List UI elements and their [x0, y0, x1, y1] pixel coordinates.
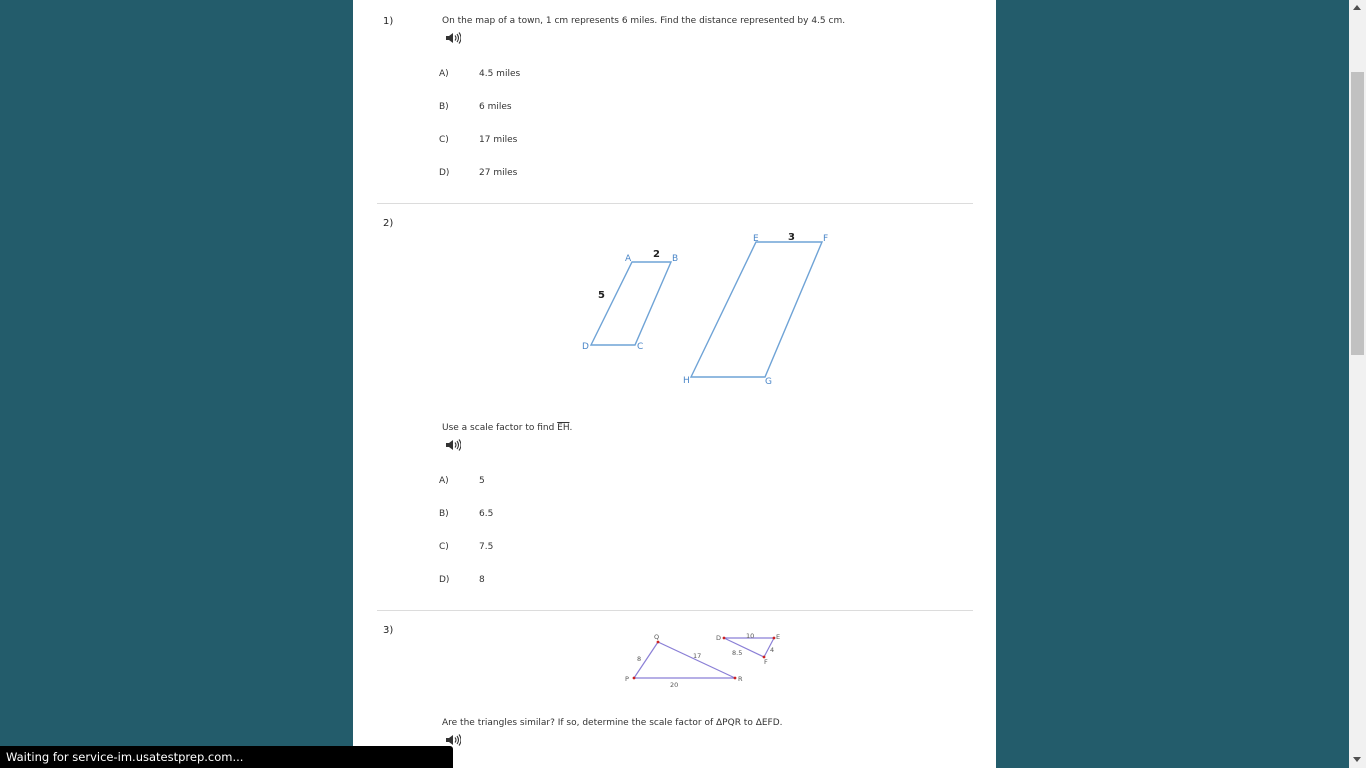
side-ab-length: 2 [653, 249, 660, 260]
side-ef-length: 4 [770, 646, 775, 654]
side-pq-length: 8 [637, 655, 642, 663]
vertex-d-label: D [716, 634, 722, 642]
speaker-icon[interactable] [445, 31, 461, 45]
triangle-pqr [634, 642, 735, 678]
question-text [442, 423, 572, 433]
vertex-a-label: A [625, 254, 632, 264]
side-ef-length: 3 [788, 232, 795, 243]
question-number: 2) [383, 218, 394, 229]
choice-value: 4.5 miles [479, 69, 521, 79]
parallelograms-figure [573, 226, 843, 390]
vertex-q-label: Q [654, 633, 660, 641]
vertex-d-label: D [582, 342, 589, 352]
choice-value: 6 miles [479, 102, 512, 112]
choice-letter: D) [439, 575, 450, 585]
question-divider [377, 203, 973, 204]
scrollbar-thumb[interactable] [1351, 72, 1364, 355]
choice-value: 17 miles [479, 135, 518, 145]
choice-value: 27 miles [479, 168, 518, 178]
choice-letter: C) [439, 542, 449, 552]
question-text: On the map of a town, 1 cm represents 6 miles. Find the distance represented by 4.5 cm. [442, 16, 846, 26]
segment-eh: $\overline{EH}$ [557, 423, 570, 433]
scroll-down-arrow-icon[interactable] [1353, 757, 1361, 762]
question-text-end: . [569, 423, 573, 433]
vertex-h-label: H [683, 376, 690, 386]
vertex-e-label: E [753, 234, 759, 244]
vertex-f-label: F [764, 658, 768, 666]
choice-c[interactable] [439, 542, 739, 558]
vertex-f-label: F [823, 234, 829, 244]
choice-value: 6.5 [479, 509, 494, 519]
choice-d[interactable] [439, 575, 739, 591]
choice-letter: A) [439, 476, 449, 486]
question-text: Are the triangles similar? If so, determine the scale factor of ΔPQR to ΔEFD. [442, 718, 783, 728]
question-text-start: Use a scale factor to find [442, 423, 558, 433]
choice-value: 5 [479, 476, 485, 486]
choice-d[interactable] [439, 168, 739, 184]
choice-letter: B) [439, 102, 449, 112]
scroll-up-arrow-icon[interactable] [1353, 5, 1361, 10]
side-ad-length: 5 [598, 290, 605, 301]
side-qr-length: 17 [693, 652, 702, 660]
vertex-g-label: G [765, 377, 772, 387]
vertex-p-label: P [625, 675, 629, 683]
choice-value: 8 [479, 575, 485, 585]
vertical-scrollbar[interactable] [1349, 0, 1366, 768]
vertex-b-label: B [672, 254, 679, 264]
choice-b[interactable] [439, 102, 739, 118]
question-divider [377, 610, 973, 611]
choice-letter: B) [439, 509, 449, 519]
speaker-icon[interactable] [445, 733, 461, 747]
choice-letter: D) [439, 168, 450, 178]
vertex-c-label: C [637, 342, 644, 352]
browser-status-bar: Waiting for service-im.usatestprep.com... [0, 746, 453, 768]
large-parallelogram [691, 242, 822, 377]
choice-c[interactable] [439, 135, 739, 151]
choice-b[interactable] [439, 509, 739, 525]
triangles-figure [618, 628, 798, 692]
side-df-length: 8.5 [732, 649, 743, 657]
vertex-r-label: R [738, 675, 743, 683]
choice-a[interactable] [439, 476, 739, 492]
quiz-page [353, 0, 996, 768]
choice-letter: A) [439, 69, 449, 79]
side-pr-length: 20 [670, 681, 679, 689]
choice-a[interactable] [439, 69, 739, 85]
question-number: 3) [383, 625, 394, 636]
vertex-e-label: E [776, 633, 781, 641]
choice-letter: C) [439, 135, 449, 145]
question-number: 1) [383, 16, 394, 27]
small-parallelogram [591, 262, 671, 345]
side-de-length: 10 [746, 632, 755, 640]
speaker-icon[interactable] [445, 438, 461, 452]
choice-value: 7.5 [479, 542, 494, 552]
